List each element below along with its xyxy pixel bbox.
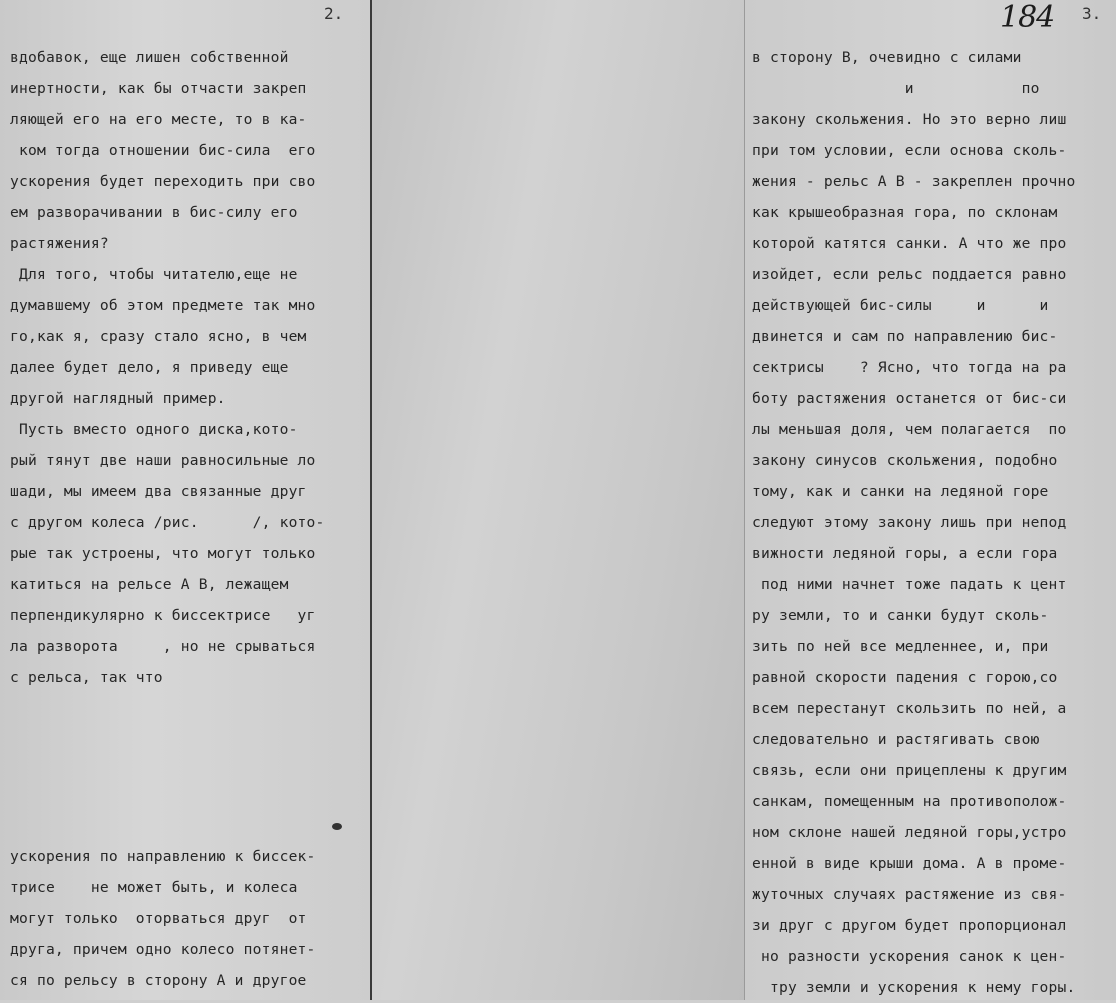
text-line: Пусть вместо одного диска,кото- — [10, 421, 298, 438]
text-line: следовательно и растягивать свою — [752, 731, 1040, 748]
text-line: могут только оторваться друг от — [10, 910, 307, 927]
text-line: далее будет дело, я приведу еще — [10, 359, 289, 376]
text-line: перпендикулярно к биссектрисе уг — [10, 607, 316, 624]
text-line: катиться на рельсе А В, лежащем — [10, 576, 289, 593]
text-line: всем перестанут скользить по ней, а — [752, 700, 1067, 717]
text-line: шади, мы имеем два связанные друг — [10, 483, 307, 500]
text-line: с рельса, так что — [10, 669, 163, 686]
text-line: рые так устроены, что могут только — [10, 545, 316, 562]
text-line: которой катятся санки. А что же про — [752, 235, 1067, 252]
text-line: двинется и сам по направлению бис- — [752, 328, 1058, 345]
text-line: закону синусов скольжения, подобно — [752, 452, 1058, 469]
text-line: инертности, как бы отчасти закреп — [10, 80, 307, 97]
handwritten-archive-number: 184 — [1000, 0, 1055, 35]
text-line: как крышеобразная гора, по склонам — [752, 204, 1058, 221]
text-line: трисе не может быть, и колеса — [10, 879, 298, 896]
text-line: ляющей его на его месте, то в ка- — [10, 111, 307, 128]
text-line: ускорения будет переходить при сво — [10, 173, 316, 190]
text-line: другой наглядный пример. — [10, 390, 226, 407]
left-page-number: 2. — [324, 4, 344, 23]
text-line: санкам, помещенным на противополож- — [752, 793, 1067, 810]
text-line: при том условии, если основа сколь- — [752, 142, 1067, 159]
left-page-bottom-text — [10, 841, 316, 996]
text-line: боту растяжения останется от бис-си — [752, 390, 1067, 407]
text-line: лы меньшая доля, чем полагается по — [752, 421, 1067, 438]
text-line: зить по ней все медленнее, и, при — [752, 638, 1049, 655]
text-line: ла разворота , но не срываться — [10, 638, 316, 655]
text-line: изойдет, если рельс поддается равно — [752, 266, 1067, 283]
text-line: рый тянут две наши равносильные ло — [10, 452, 316, 469]
left-page-top-text — [10, 42, 325, 693]
text-line: ускорения по направлению к биссек- — [10, 848, 316, 865]
text-line: вдобавок, еще лишен собственной — [10, 49, 289, 66]
text-line: тру земли и ускорения к нему горы. — [752, 979, 1076, 996]
text-line: думавшему об этом предмете так мно — [10, 297, 316, 314]
text-line: и по — [752, 80, 1040, 97]
text-line: ком тогда отношении бис-сила его — [10, 142, 316, 159]
text-line: енной в виде крыши дома. А в проме- — [752, 855, 1067, 872]
text-line: действующей бис-силы и и — [752, 297, 1049, 314]
text-line: но разности ускорения санок к цен- — [752, 948, 1067, 965]
text-line: го,как я, сразу стало ясно, в чем — [10, 328, 307, 345]
middle-blank-page — [372, 0, 744, 1000]
text-line: зи друг с другом будет пропорционал — [752, 917, 1067, 934]
text-line: жуточных случаях растяжение из свя- — [752, 886, 1067, 903]
ink-blot — [332, 823, 342, 830]
text-line: тому, как и санки на ледяной горе — [752, 483, 1049, 500]
text-line: вижности ледяной горы, а если гора — [752, 545, 1058, 562]
text-line: следуют этому закону лишь при непод — [752, 514, 1067, 531]
text-line: Для того, чтобы читателю,еще не — [10, 266, 298, 283]
right-page-number: 3. — [1082, 4, 1102, 23]
text-line: закону скольжения. Но это верно лиш — [752, 111, 1067, 128]
text-line: ном склоне нашей ледяной горы,устро — [752, 824, 1067, 841]
text-line: с другом колеса /рис. /, кото- — [10, 514, 325, 531]
text-line: в сторону В, очевидно с силами — [752, 49, 1022, 66]
text-line: ем разворачивании в бис-силу его — [10, 204, 298, 221]
right-page-text — [752, 42, 1076, 1003]
text-line: ру земли, то и санки будут сколь- — [752, 607, 1049, 624]
text-line: растяжения? — [10, 235, 109, 252]
text-line: сектрисы ? Ясно, что тогда на ра — [752, 359, 1067, 376]
text-line: жения - рельс А В - закреплен прочно — [752, 173, 1076, 190]
text-line: под ними начнет тоже падать к цент — [752, 576, 1067, 593]
text-line: равной скорости падения с горою,со — [752, 669, 1058, 686]
text-line: друга, причем одно колесо потянет- — [10, 941, 316, 958]
text-line: связь, если они прицеплены к другим — [752, 762, 1067, 779]
text-line: ся по рельсу в сторону А и другое — [10, 972, 307, 989]
